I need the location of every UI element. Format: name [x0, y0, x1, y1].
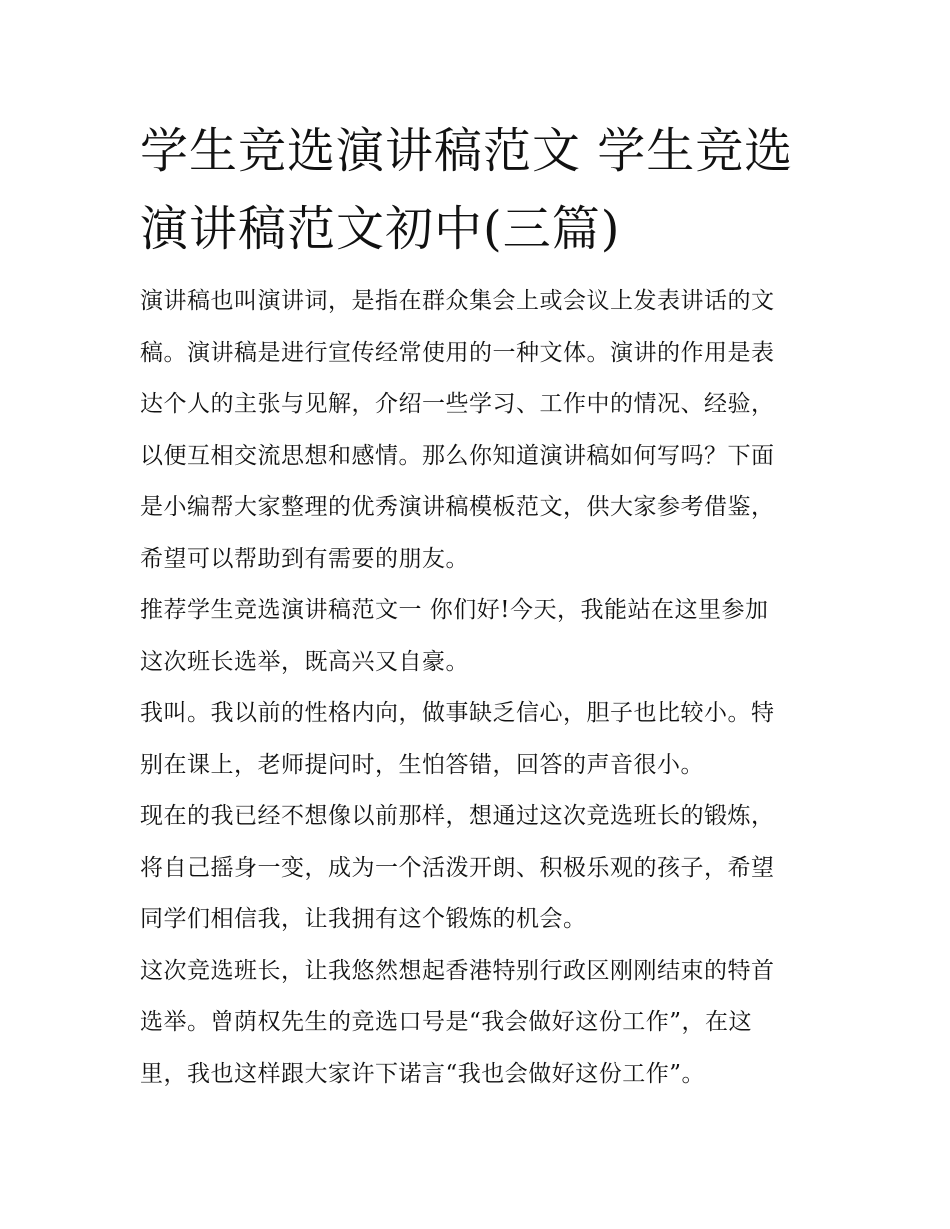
paragraph-promise [140, 946, 820, 1101]
text-line: 别在课上，老师提问时，生怕答错，回答的声音很小。 [140, 751, 704, 778]
text-line: 这次竞选班长，让我悠然想起香港特别行政区刚刚结束的特首 [140, 957, 775, 984]
text-line: 推荐学生竞选演讲稿范文一 你们好!今天，我能站在这里参加 [140, 597, 769, 623]
text-line: 这次班长选举，既高兴又自豪。 [140, 648, 469, 675]
title-line-1: 学生竞选演讲稿范文 学生竞选 [140, 123, 794, 179]
text-line: 里，我也这样跟大家许下诺言“我也会做好这份工作”。 [140, 1060, 706, 1087]
document-body [140, 276, 820, 1100]
text-line: 稿。演讲稿是进行宣传经常使用的一种文体。演讲的作用是表 [140, 339, 775, 366]
paragraph-self-intro [140, 688, 820, 791]
text-line: 我叫。我以前的性格内向，做事缺乏信心，胆子也比较小。特 [140, 700, 775, 726]
paragraph-intro [140, 276, 820, 585]
text-line: 希望可以帮助到有需要的朋友。 [140, 545, 469, 572]
text-line: 演讲稿也叫演讲词，是指在群众集会上或会议上发表讲话的文 [140, 288, 775, 314]
text-line: 同学们相信我，让我拥有这个锻炼的机会。 [140, 906, 587, 932]
paragraph-greeting [140, 585, 820, 688]
text-line: 将自己摇身一变，成为一个活泼开朗、积极乐观的孩子，希望 [140, 854, 775, 881]
title-line-2: 演讲稿范文初中(三篇) [140, 201, 621, 257]
text-line: 以便互相交流思想和感情。那么你知道演讲稿如何写吗？下面 [140, 442, 775, 469]
paragraph-goal [140, 791, 820, 946]
text-line: 达个人的主张与见解，介绍一些学习、工作中的情况、经验， [140, 391, 775, 417]
page-title [140, 112, 820, 268]
text-line: 现在的我已经不想像以前那样，想通过这次竞选班长的锻炼， [140, 803, 775, 829]
text-line: 是小编帮大家整理的优秀演讲稿模板范文，供大家参考借鉴， [140, 494, 775, 520]
text-line: 选举。曾荫权先生的竞选口号是“我会做好这份工作”，在这 [140, 1009, 753, 1035]
